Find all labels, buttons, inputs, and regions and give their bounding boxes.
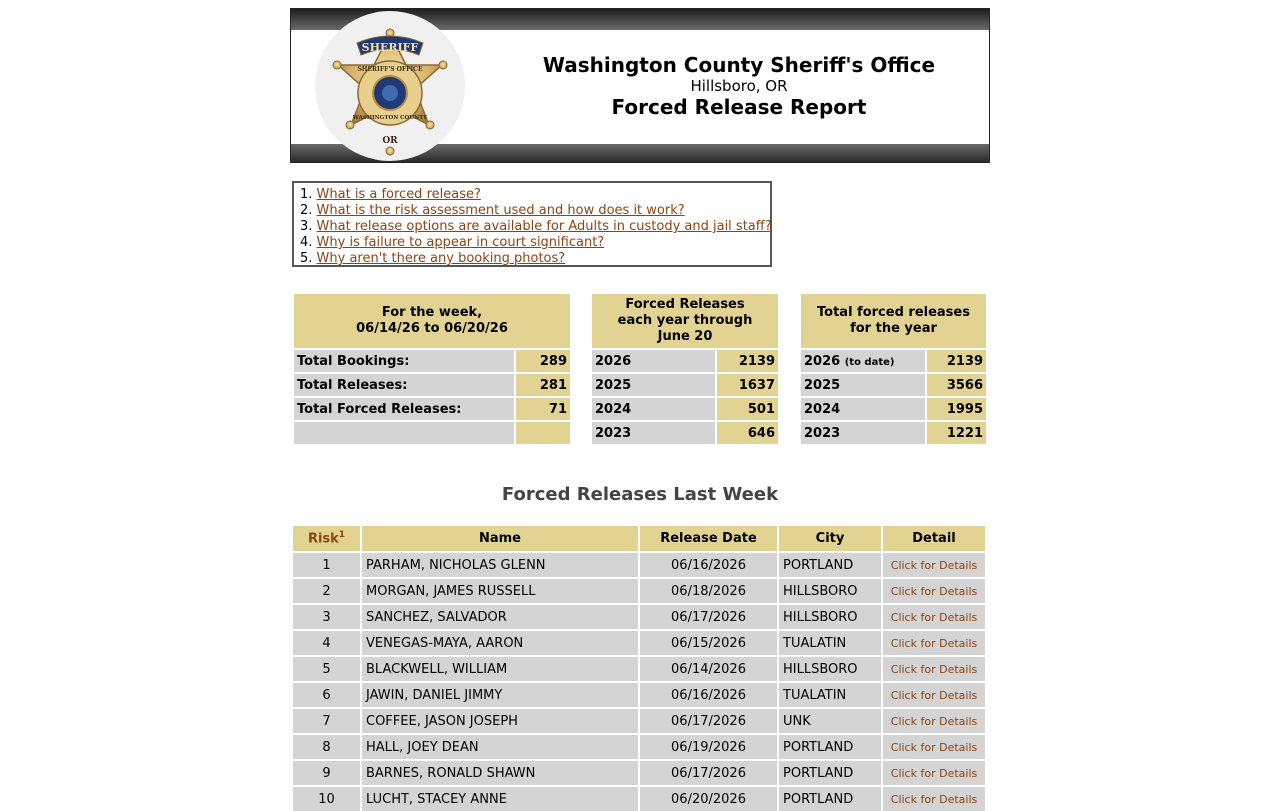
name-cell: HALL, JOEY DEAN — [362, 733, 640, 759]
col-city: City — [779, 526, 883, 551]
risk-cell: 5 — [293, 655, 362, 681]
city-cell: PORTLAND — [779, 759, 883, 785]
table-row: Total Releases: 281 — [294, 372, 570, 396]
yearly-through-heading: Forced Releases each year through June 20 — [592, 294, 778, 348]
faq-link-forced-release[interactable]: What is a forced release? — [316, 187, 481, 202]
table-row: 2024 501 — [592, 396, 778, 420]
risk-cell: 4 — [293, 629, 362, 655]
name-cell: COFFEE, JASON JOSEPH — [362, 707, 640, 733]
table-row: 2025 3566 — [801, 372, 986, 396]
release-date-cell: 06/16/2026 — [640, 551, 779, 577]
release-date-cell: 06/17/2026 — [640, 603, 779, 629]
name-cell: LUCHT, STACEY ANNE — [362, 785, 640, 811]
details-link[interactable]: Click for Details — [883, 707, 985, 733]
header-titles — [521, 53, 957, 119]
table-row — [293, 733, 985, 759]
release-date-cell: 06/18/2026 — [640, 577, 779, 603]
city-cell: PORTLAND — [779, 551, 883, 577]
page-container — [290, 8, 990, 807]
weekly-stats-heading: For the week, 06/14/26 to 06/20/26 — [294, 294, 570, 348]
name-cell: BARNES, RONALD SHAWN — [362, 759, 640, 785]
city-cell: HILLSBORO — [779, 603, 883, 629]
col-release-date: Release Date — [640, 526, 779, 551]
details-link[interactable]: Click for Details — [883, 655, 985, 681]
release-date-cell: 06/16/2026 — [640, 681, 779, 707]
table-row: 2025 1637 — [592, 372, 778, 396]
table-row — [293, 681, 985, 707]
risk-cell: 10 — [293, 785, 362, 811]
release-date-cell: 06/19/2026 — [640, 733, 779, 759]
release-date-cell: 06/17/2026 — [640, 707, 779, 733]
release-date-cell: 06/15/2026 — [640, 629, 779, 655]
name-cell: VENEGAS-MAYA, AARON — [362, 629, 640, 655]
table-row: Total Forced Releases: 71 — [294, 396, 570, 420]
table-row — [293, 655, 985, 681]
header-banner — [290, 8, 990, 163]
report-title: Forced Release Report — [611, 95, 867, 119]
badge-bottom-text: OR — [382, 136, 398, 146]
table-row — [293, 603, 985, 629]
faq-item: 1. What is a forced release? — [300, 187, 481, 202]
city-cell: HILLSBORO — [779, 577, 883, 603]
city-cell: UNK — [779, 707, 883, 733]
name-cell: SANCHEZ, SALVADOR — [362, 603, 640, 629]
details-link[interactable]: Click for Details — [883, 577, 985, 603]
details-link[interactable]: Click for Details — [883, 629, 985, 655]
city-cell: TUALATIN — [779, 681, 883, 707]
table-row: 2024 1995 — [801, 396, 986, 420]
risk-cell: 7 — [293, 707, 362, 733]
release-date-cell: 06/20/2026 — [640, 785, 779, 811]
risk-cell: 2 — [293, 577, 362, 603]
table-row — [293, 759, 985, 785]
name-cell: JAWIN, DANIEL JIMMY — [362, 681, 640, 707]
details-link[interactable]: Click for Details — [883, 785, 985, 811]
faq-link-failure-to-appear[interactable]: Why is failure to appear in court significant? — [316, 235, 605, 250]
faq-box — [292, 181, 772, 267]
risk-cell: 3 — [293, 603, 362, 629]
table-row: Total Bookings: 289 — [294, 348, 570, 372]
name-cell: PARHAM, NICHOLAS GLENN — [362, 551, 640, 577]
risk-cell: 8 — [293, 733, 362, 759]
col-risk: Risk$^1$ — [293, 526, 362, 551]
city-cell: PORTLAND — [779, 733, 883, 759]
agency-title: Washington County Sheriff's Office — [542, 53, 936, 77]
name-cell: MORGAN, JAMES RUSSELL — [362, 577, 640, 603]
details-link[interactable]: Click for Details — [883, 733, 985, 759]
badge-top-text: SHERIFF — [361, 41, 419, 54]
yearly-total-table — [801, 294, 986, 444]
faq-link-risk-assessment[interactable]: What is the risk assessment used and how does it work? — [316, 203, 685, 218]
yearly-through-table — [592, 294, 778, 444]
faq-item: 3. What release options are available for Adults in custody and jail staff? — [300, 219, 772, 234]
table-row — [293, 785, 985, 811]
city-cell: PORTLAND — [779, 785, 883, 811]
table-row — [294, 420, 570, 444]
details-link[interactable]: Click for Details — [883, 551, 985, 577]
faq-item: 5. Why aren't there any booking photos? — [300, 251, 566, 266]
table-row: 2026 2139 — [592, 348, 778, 372]
table-row — [293, 707, 985, 733]
table-row — [293, 577, 985, 603]
table-row — [293, 551, 985, 577]
yearly-total-heading: Total forced releases for the year — [801, 294, 986, 348]
risk-cell: 1 — [293, 551, 362, 577]
agency-location: Hillsboro, OR — [690, 77, 788, 95]
faq-link-booking-photos[interactable]: Why aren't there any booking photos? — [316, 251, 566, 266]
details-link[interactable]: Click for Details — [883, 603, 985, 629]
col-detail: Detail — [883, 526, 985, 551]
city-cell: TUALATIN — [779, 629, 883, 655]
section-title: Forced Releases Last Week — [501, 484, 779, 505]
col-name: Name — [362, 526, 640, 551]
table-row — [293, 629, 985, 655]
sheriff-star-badge-icon — [317, 13, 463, 163]
risk-cell: 6 — [293, 681, 362, 707]
faq-item: 2. What is the risk assessment used and how does it work? — [300, 203, 685, 218]
weekly-stats-table — [294, 294, 570, 444]
risk-cell: 9 — [293, 759, 362, 785]
city-cell: HILLSBORO — [779, 655, 883, 681]
table-row: 2026 (to date) 2139 — [801, 348, 986, 372]
faq-link-release-options[interactable]: What release options are available for Adults in custody and jail staff? — [316, 219, 772, 234]
forced-releases-table — [293, 526, 985, 811]
badge-ring-bottom: WASHINGTON COUNTY — [352, 115, 428, 121]
name-cell: BLACKWELL, WILLIAM — [362, 655, 640, 681]
badge-ring-top: SHERIFF'S OFFICE — [357, 66, 423, 73]
table-row: 2023 646 — [592, 420, 778, 444]
details-link[interactable]: Click for Details — [883, 759, 985, 785]
release-date-cell: 06/17/2026 — [640, 759, 779, 785]
table-row: 2023 1221 — [801, 420, 986, 444]
release-date-cell: 06/14/2026 — [640, 655, 779, 681]
faq-item: 4. Why is failure to appear in court significant? — [300, 235, 605, 250]
details-link[interactable]: Click for Details — [883, 681, 985, 707]
